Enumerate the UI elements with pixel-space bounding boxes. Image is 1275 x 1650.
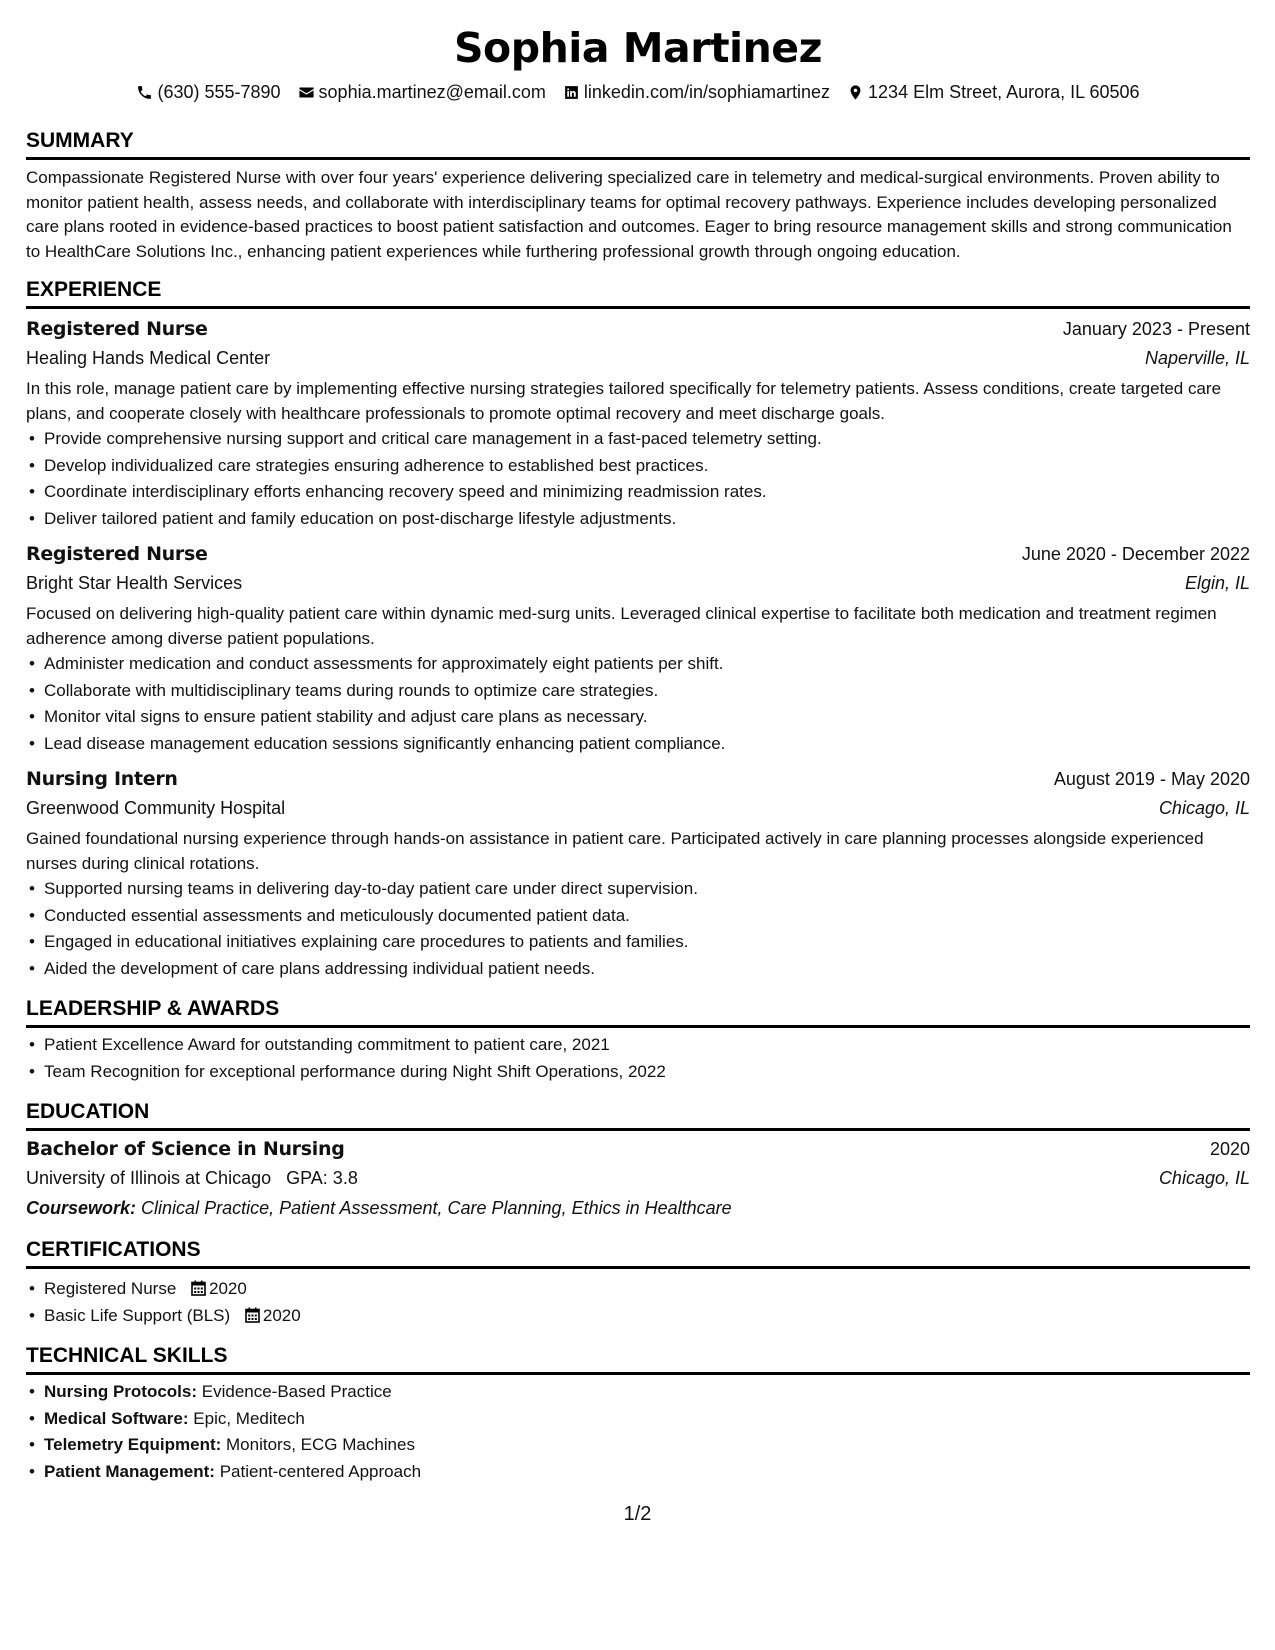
email-text: sophia.martinez@email.com: [318, 81, 546, 102]
address-text: 1234 Elm Street, Aurora, IL 60506: [868, 81, 1140, 102]
coursework-label: Coursework:: [26, 1198, 137, 1218]
contact-address: [847, 82, 1140, 103]
phone-icon: [136, 84, 153, 101]
job-description: Focused on delivering high-quality patient care within dynamic med-surg units. Leveraged clinical expertise to facilitate both medication and treatment regimen adherence among diverse patient populations.: [26, 604, 1217, 648]
job-company: Healing Hands Medical Center: [26, 348, 271, 368]
phone-text: (630) 555-7890: [157, 81, 281, 102]
calendar-icon: [245, 1307, 260, 1323]
job-bullets: [26, 876, 1250, 982]
skills-heading: TECHNICAL SKILLS: [26, 1343, 1250, 1375]
coursework-text: Clinical Practice, Patient Assessment, Care Planning, Ethics in Healthcare: [141, 1198, 732, 1218]
gpa: GPA: 3.8: [286, 1168, 358, 1188]
awards-list: [26, 1032, 1250, 1085]
school-line: [26, 1163, 358, 1193]
award-item: • Patient Excellence Award for outstanding commitment to patient care, 2021: [26, 1032, 1250, 1059]
skill-label: Medical Software:: [44, 1408, 189, 1428]
certifications-section: [26, 1237, 1250, 1329]
skill-value: Epic, Meditech: [193, 1408, 305, 1428]
skill-item: [26, 1406, 1250, 1433]
job-bullet: • Monitor vital signs to ensure patient stability and adjust care plans as necessary.: [26, 704, 1250, 731]
awards-section: [26, 996, 1250, 1085]
certification-name: Basic Life Support (BLS): [44, 1306, 231, 1325]
job-description: Gained foundational nursing experience through hands-on assistance in patient care. Participated actively in care planning processes alongside experienced nurses during clinical rotations.: [26, 829, 1204, 873]
job-description: In this role, manage patient care by implementing effective nursing strategies tailored specifically for telemetry patients. Assess conditions, create targeted care plans, and cooperate closely with healthcare professionals to promote optimal recovery and meet discharge goals.: [26, 379, 1222, 423]
job-company: Greenwood Community Hospital: [26, 798, 286, 818]
job-bullet: • Develop individualized care strategies ensuring adherence to established best practices.: [26, 453, 1250, 480]
job-location: Elgin, IL: [1184, 573, 1250, 593]
certification-name: Registered Nurse: [44, 1279, 177, 1298]
school-location: Chicago, IL: [1158, 1168, 1250, 1188]
education-heading: EDUCATION: [26, 1099, 1250, 1131]
awards-heading: LEADERSHIP & AWARDS: [26, 996, 1250, 1028]
envelope-icon: [298, 84, 315, 101]
skill-item: [26, 1432, 1250, 1459]
contact-linkedin[interactable]: [563, 82, 830, 103]
education-section: [26, 1099, 1250, 1223]
summary-text: Compassionate Registered Nurse with over four years' experience delivering specialized care in telemetry and medical-surgical environments. Proven ability to monitor patient health, assess needs, and collaborate with interdisciplinary teams for optimal recovery pathways. Experience includes developing personalized care plans rooted in evidence-based practices to boost patient satisfaction and outcomes. Eager to bring resource management skills and strong communication to HealthCare Solutions Inc., enhancing patient experiences while furthering professional growth through ongoing education.: [26, 168, 1232, 261]
skills-list: [26, 1379, 1250, 1485]
experience-heading: EXPERIENCE: [26, 277, 1250, 309]
certification-year: 2020: [262, 1306, 301, 1325]
job-bullet: • Lead disease management education sessions significantly enhancing patient compliance.: [26, 731, 1250, 758]
job-dates: August 2019 - May 2020: [1053, 769, 1250, 789]
job-bullets: [26, 426, 1250, 532]
job-location: Naperville, IL: [1144, 348, 1250, 368]
skill-label: Patient Management:: [44, 1461, 215, 1481]
experience-section: [26, 277, 1250, 982]
job-company: Bright Star Health Services: [26, 573, 243, 593]
job-entry: [26, 315, 1250, 532]
candidate-name: Sophia Martinez: [454, 24, 822, 72]
job-bullet: • Supported nursing teams in delivering day-to-day patient care under direct supervision.: [26, 876, 1250, 903]
certifications-heading: CERTIFICATIONS: [26, 1237, 1250, 1269]
degree-title: Bachelor of Science in Nursing: [26, 1138, 345, 1160]
school-name: University of Illinois at Chicago: [26, 1168, 272, 1188]
job-bullet: • Deliver tailored patient and family education on post-discharge lifestyle adjustments.: [26, 506, 1250, 533]
linkedin-text: linkedin.com/in/sophiamartinez: [583, 81, 831, 102]
skill-item: [26, 1459, 1250, 1486]
award-item: • Team Recognition for exceptional performance during Night Shift Operations, 2022: [26, 1059, 1250, 1086]
job-title: Registered Nurse: [26, 318, 208, 340]
certification-item: [26, 1275, 1250, 1302]
resume-page: [26, 0, 1250, 1485]
job-bullet: • Provide comprehensive nursing support and critical care management in a fast-paced telemetry setting.: [26, 426, 1250, 453]
contact-email[interactable]: [298, 82, 546, 103]
job-title: Nursing Intern: [26, 768, 178, 790]
job-bullet: • Engaged in educational initiatives explaining care procedures to patients and families.: [26, 929, 1250, 956]
certification-item: [26, 1302, 1250, 1329]
job-entry: [26, 540, 1250, 757]
job-title: Registered Nurse: [26, 543, 208, 565]
job-entry: [26, 765, 1250, 982]
skill-label: Nursing Protocols:: [44, 1382, 198, 1401]
skill-label: Telemetry Equipment:: [44, 1435, 222, 1454]
skills-section: [26, 1343, 1250, 1485]
job-bullet: • Aided the development of care plans addressing individual patient needs.: [26, 956, 1250, 983]
contact-phone[interactable]: [136, 82, 280, 103]
skill-value: Monitors, ECG Machines: [226, 1435, 415, 1454]
summary-section: [26, 128, 1250, 264]
job-dates: June 2020 - December 2022: [1021, 544, 1250, 564]
coursework-line: [26, 1193, 1250, 1223]
certifications-list: [26, 1275, 1250, 1329]
contact-bar: [26, 72, 1250, 112]
skill-value: Evidence-Based Practice: [201, 1382, 392, 1401]
job-bullet: • Conducted essential assessments and meticulously documented patient data.: [26, 903, 1250, 930]
job-bullets: [26, 651, 1250, 757]
job-location: Chicago, IL: [1158, 798, 1250, 818]
job-bullet: • Administer medication and conduct assessments for approximately eight patients per shift.: [26, 651, 1250, 678]
skill-value: Patient-centered Approach: [219, 1461, 422, 1481]
job-bullet: • Coordinate interdisciplinary efforts enhancing recovery speed and minimizing readmission rates.: [26, 479, 1250, 506]
map-pin-icon: [847, 84, 864, 101]
job-dates: January 2023 - Present: [1062, 319, 1250, 339]
calendar-icon: [191, 1280, 206, 1296]
linkedin-icon: [563, 84, 580, 101]
page-number: 1/2: [623, 1503, 652, 1525]
job-bullet: • Collaborate with multidisciplinary teams during rounds to optimize care strategies.: [26, 678, 1250, 705]
certification-year: 2020: [209, 1279, 247, 1298]
skill-item: [26, 1379, 1250, 1406]
summary-heading: SUMMARY: [26, 128, 1250, 160]
graduation-year: 2020: [1209, 1139, 1250, 1159]
